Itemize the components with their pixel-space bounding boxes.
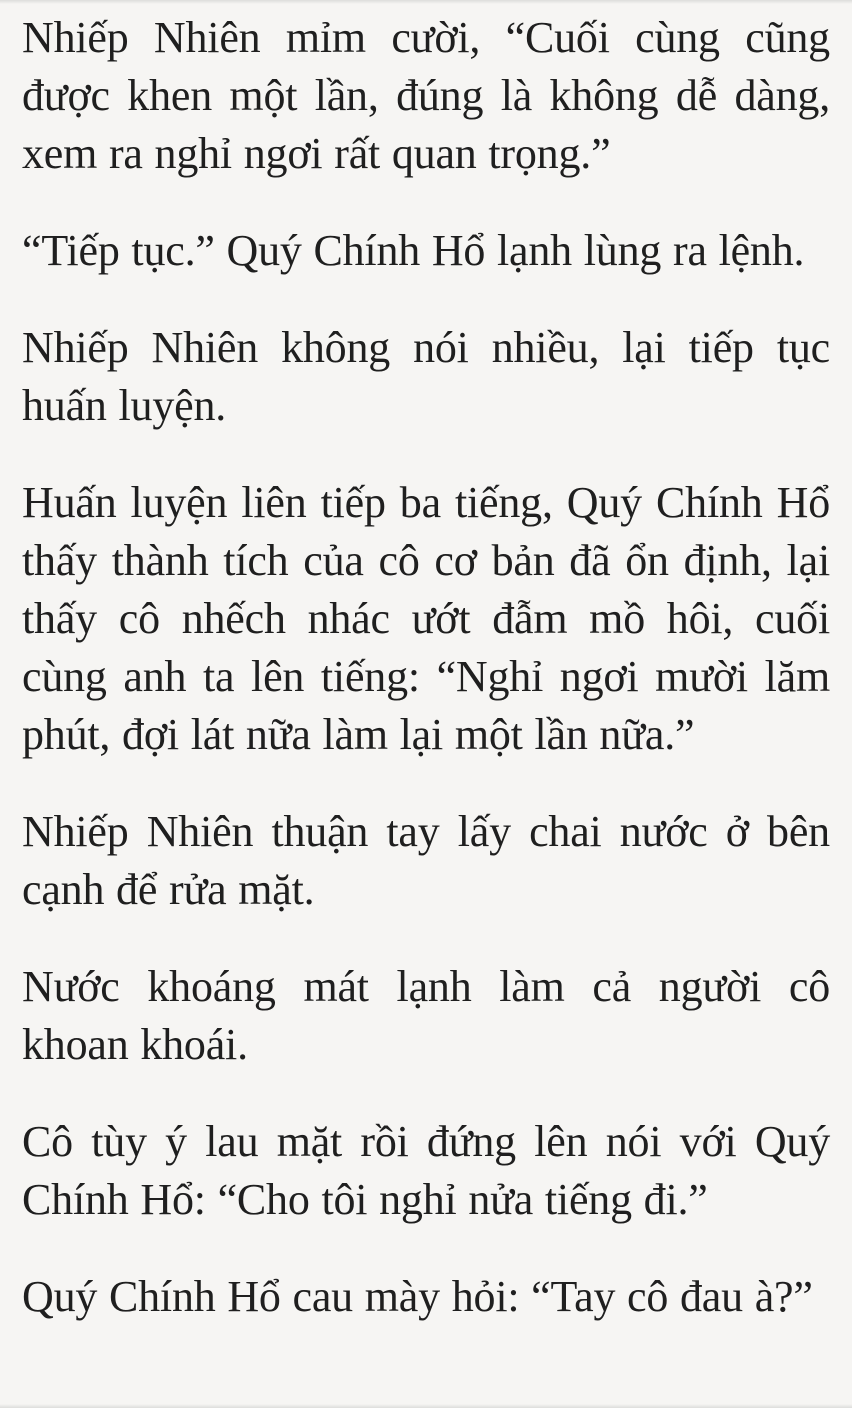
paragraph: Nhiếp Nhiên thuận tay lấy chai nước ở bên cạnh để rửa mặt. xyxy=(22,807,830,914)
paragraph: Nhiếp Nhiên mỉm cười, “Cuối cùng cũng được khen một lần, đúng là không dễ dàng, xem ra nghỉ ngơi rất quan trọng.” xyxy=(22,13,830,178)
paragraph: Nước khoáng mát lạnh làm cả người cô khoan khoái. xyxy=(22,962,830,1069)
paragraph: Nhiếp Nhiên không nói nhiều, lại tiếp tục huấn luyện. xyxy=(22,323,830,430)
paragraph: “Tiếp tục.” Quý Chính Hổ lạnh lùng ra lệnh. xyxy=(22,226,805,275)
top-edge-shadow xyxy=(0,0,852,4)
paragraph: Cô tùy ý lau mặt rồi đứng lên nói với Quý Chính Hổ: “Cho tôi nghỉ nửa tiếng đi.” xyxy=(22,1117,830,1224)
paragraph: Huấn luyện liên tiếp ba tiếng, Quý Chính Hổ thấy thành tích của cô cơ bản đã ổn định, lại thấy cô nhếch nhác ướt đẫm mồ hôi, cuối cùng anh ta lên tiếng: “Nghỉ ngơi mười lăm phút, đợi lát nữa làm lại một lần nữa.” xyxy=(22,478,830,759)
bottom-edge-shadow xyxy=(0,1404,852,1408)
paragraph: Quý Chính Hổ cau mày hỏi: “Tay cô đau à?” xyxy=(22,1272,813,1321)
